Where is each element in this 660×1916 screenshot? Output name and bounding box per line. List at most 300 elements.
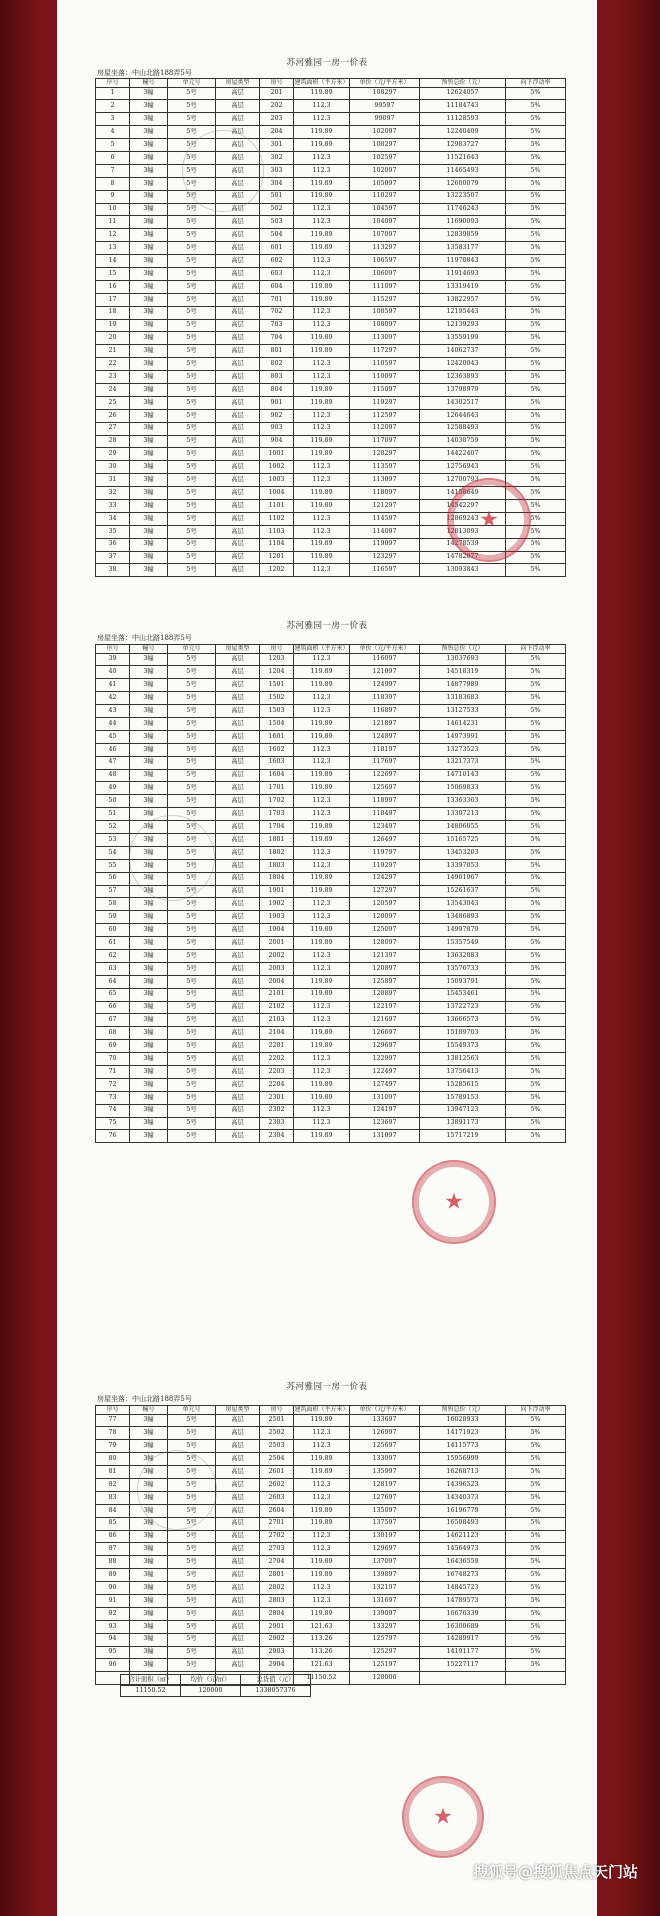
- table-cell: 1604: [260, 769, 294, 782]
- table-cell: 113297: [350, 242, 420, 255]
- column-header: 向下浮动率: [506, 645, 566, 654]
- table-cell: 5号: [168, 564, 216, 577]
- table-row: [96, 87, 566, 100]
- table-cell: 高层: [216, 1517, 260, 1530]
- table-cell: 2: [96, 100, 130, 113]
- table-row: [96, 177, 566, 190]
- table-cell: 3幢: [130, 1078, 168, 1091]
- table-row: [96, 679, 566, 692]
- table-cell: 3幢: [130, 692, 168, 705]
- table-cell: 502: [260, 203, 294, 216]
- sheet-title: 苏河雅园一房一价表: [286, 621, 368, 631]
- column-header: 房屋类型: [216, 1406, 260, 1415]
- table-cell: 2104: [260, 1027, 294, 1040]
- table-cell: 3幢: [130, 422, 168, 435]
- table-cell: 901: [260, 396, 294, 409]
- table-cell: 14542297: [420, 500, 506, 513]
- table-cell: 5号: [168, 679, 216, 692]
- table-cell: 13223507: [420, 190, 506, 203]
- table-cell: 25: [96, 396, 130, 409]
- table-cell: 15189703: [420, 1027, 506, 1040]
- table-cell: 高层: [216, 1569, 260, 1582]
- table-cell: 2801: [260, 1569, 294, 1582]
- table-cell: 高层: [216, 538, 260, 551]
- table-row: [96, 435, 566, 448]
- table-cell: 5%: [506, 743, 566, 756]
- table-cell: 5号: [168, 216, 216, 229]
- table-cell: 5%: [506, 1130, 566, 1143]
- table-cell: 14789573: [420, 1594, 506, 1607]
- table-cell: 高层: [216, 833, 260, 846]
- table-cell: 5号: [168, 1607, 216, 1620]
- table-cell: 3幢: [130, 846, 168, 859]
- column-header: 序号: [96, 1406, 130, 1415]
- table-cell: 89: [96, 1569, 130, 1582]
- table-cell: 133297: [350, 1620, 420, 1633]
- column-header: 幢号: [130, 1406, 168, 1415]
- table-cell: 112.3: [294, 358, 350, 371]
- table-cell: 12420043: [420, 358, 506, 371]
- table-row: [96, 564, 566, 577]
- table-cell: 1603: [260, 756, 294, 769]
- table-cell: 5号: [168, 190, 216, 203]
- table-cell: 5%: [506, 190, 566, 203]
- table-cell: 204: [260, 126, 294, 139]
- table-cell: 121697: [350, 1014, 420, 1027]
- table-cell: 108597: [350, 306, 420, 319]
- table-cell: 119.89: [294, 293, 350, 306]
- table-cell: 95: [96, 1646, 130, 1659]
- table-cell: 5%: [506, 409, 566, 422]
- table-cell: 13812563: [420, 1053, 506, 1066]
- table-cell: 112.3: [294, 371, 350, 384]
- table-cell: 18: [96, 306, 130, 319]
- table-cell: 121.63: [294, 1620, 350, 1633]
- sheet-title: 苏河雅园一房一价表: [286, 58, 368, 68]
- table-cell: 116597: [350, 564, 420, 577]
- table-cell: 4: [96, 126, 130, 139]
- table-cell: 124197: [350, 1104, 420, 1117]
- table-cell: 27: [96, 422, 130, 435]
- table-cell: 高层: [216, 1414, 260, 1427]
- table-cell: 117297: [350, 345, 420, 358]
- table-cell: 5%: [506, 1078, 566, 1091]
- table-cell: 高层: [216, 1040, 260, 1053]
- table-cell: 112.3: [294, 512, 350, 525]
- table-cell: 5号: [168, 1594, 216, 1607]
- table-cell: 14710143: [420, 769, 506, 782]
- table-cell: 119.89: [294, 1027, 350, 1040]
- table-cell: 高层: [216, 1130, 260, 1143]
- table-cell: 14782077: [420, 551, 506, 564]
- table-cell: 高层: [216, 1478, 260, 1491]
- table-cell: 31: [96, 474, 130, 487]
- table-cell: 119.89: [294, 717, 350, 730]
- table-cell: 14396523: [420, 1478, 506, 1491]
- table-cell: 112.3: [294, 795, 350, 808]
- table-cell: 2604: [260, 1504, 294, 1517]
- table-row: [96, 692, 566, 705]
- table-cell: 63: [96, 962, 130, 975]
- table-cell: 703: [260, 319, 294, 332]
- table-cell: 3幢: [130, 1427, 168, 1440]
- table-cell: 5%: [506, 332, 566, 345]
- total-cell: [506, 1672, 566, 1685]
- table-cell: 5号: [168, 1427, 216, 1440]
- column-header: 房号: [260, 79, 294, 88]
- table-cell: 119.89: [294, 448, 350, 461]
- table-cell: 12700793: [420, 474, 506, 487]
- table-cell: 5号: [168, 551, 216, 564]
- table-cell: 17: [96, 293, 130, 306]
- table-cell: 2601: [260, 1466, 294, 1479]
- table-cell: 5号: [168, 1543, 216, 1556]
- table-cell: 131097: [350, 1130, 420, 1143]
- table-cell: 高层: [216, 1104, 260, 1117]
- table-cell: 5: [96, 139, 130, 152]
- table-cell: 119.89: [294, 924, 350, 937]
- table-cell: 3幢: [130, 151, 168, 164]
- table-cell: 112.3: [294, 1053, 350, 1066]
- table-cell: 2602: [260, 1478, 294, 1491]
- table-cell: 13891173: [420, 1117, 506, 1130]
- address-line: 房屋坐落：中山北路188弄5号: [97, 1395, 192, 1403]
- table-cell: 高层: [216, 255, 260, 268]
- table-cell: 12240409: [420, 126, 506, 139]
- table-cell: 3幢: [130, 255, 168, 268]
- table-cell: 119.89: [294, 1130, 350, 1143]
- table-cell: 14564973: [420, 1543, 506, 1556]
- table-cell: 高层: [216, 1066, 260, 1079]
- table-cell: 5%: [506, 487, 566, 500]
- table-cell: 123497: [350, 821, 420, 834]
- table-cell: 132197: [350, 1582, 420, 1595]
- table-cell: 3幢: [130, 1117, 168, 1130]
- table-cell: 5%: [506, 846, 566, 859]
- table-row: [96, 358, 566, 371]
- table-cell: 5%: [506, 1556, 566, 1569]
- table-cell: 13632883: [420, 949, 506, 962]
- table-cell: 119.89: [294, 538, 350, 551]
- table-cell: 15285615: [420, 1078, 506, 1091]
- table-cell: 112.3: [294, 1104, 350, 1117]
- table-cell: 11465493: [420, 164, 506, 177]
- table-cell: 14115773: [420, 1440, 506, 1453]
- table-row: [96, 1582, 566, 1595]
- table-cell: 24: [96, 383, 130, 396]
- table-cell: 5%: [506, 1053, 566, 1066]
- table-cell: 119.89: [294, 1466, 350, 1479]
- table-cell: 高层: [216, 358, 260, 371]
- table-cell: 701: [260, 293, 294, 306]
- table-cell: 3幢: [130, 435, 168, 448]
- table-cell: 112.3: [294, 100, 350, 113]
- table-cell: 3幢: [130, 306, 168, 319]
- table-cell: 3幢: [130, 730, 168, 743]
- table-cell: 3幢: [130, 1491, 168, 1504]
- table-row: [96, 782, 566, 795]
- table-cell: 602: [260, 255, 294, 268]
- table-cell: 1602: [260, 743, 294, 756]
- table-cell: 12869243: [420, 512, 506, 525]
- table-cell: 84: [96, 1504, 130, 1517]
- table-cell: 112.3: [294, 267, 350, 280]
- table-cell: 5号: [168, 383, 216, 396]
- table-cell: 119.89: [294, 1078, 350, 1091]
- table-cell: 5号: [168, 396, 216, 409]
- table-cell: 35: [96, 525, 130, 538]
- table-cell: 14289917: [420, 1633, 506, 1646]
- table-cell: 96: [96, 1659, 130, 1672]
- table-cell: 16508493: [420, 1517, 506, 1530]
- table-cell: 3幢: [130, 229, 168, 242]
- table-cell: 15789153: [420, 1091, 506, 1104]
- table-row: [96, 1078, 566, 1091]
- table-cell: 3幢: [130, 1478, 168, 1491]
- table-cell: 112.3: [294, 808, 350, 821]
- table-cell: 5%: [506, 538, 566, 551]
- table-cell: 119.89: [294, 229, 350, 242]
- table-cell: 119097: [350, 538, 420, 551]
- table-cell: 112597: [350, 409, 420, 422]
- table-cell: 5%: [506, 280, 566, 293]
- column-header: 房号: [260, 1406, 294, 1415]
- table-cell: 高层: [216, 371, 260, 384]
- table-cell: 高层: [216, 190, 260, 203]
- table-cell: 21: [96, 345, 130, 358]
- table-cell: 71: [96, 1066, 130, 1079]
- table-cell: 5号: [168, 113, 216, 126]
- table-cell: 119.89: [294, 280, 350, 293]
- table-cell: 16: [96, 280, 130, 293]
- table-cell: 120297: [350, 448, 420, 461]
- source-watermark: 搜狐号@搜狐焦点天门站: [472, 1863, 638, 1881]
- table-cell: 1904: [260, 924, 294, 937]
- table-cell: 高层: [216, 717, 260, 730]
- table-cell: 高层: [216, 396, 260, 409]
- table-row: [96, 949, 566, 962]
- table-cell: 2603: [260, 1491, 294, 1504]
- table-cell: 112.3: [294, 319, 350, 332]
- table-cell: 1204: [260, 666, 294, 679]
- table-cell: 高层: [216, 474, 260, 487]
- table-cell: 112.3: [294, 525, 350, 538]
- table-cell: 3幢: [130, 538, 168, 551]
- table-cell: 15093791: [420, 975, 506, 988]
- column-header: 房屋类型: [216, 645, 260, 654]
- table-cell: 2203: [260, 1066, 294, 1079]
- table-cell: 108097: [350, 319, 420, 332]
- table-cell: 14038759: [420, 435, 506, 448]
- table-cell: 94: [96, 1633, 130, 1646]
- table-cell: 119297: [350, 859, 420, 872]
- price-table-3: [95, 1405, 566, 1685]
- table-row: [96, 1569, 566, 1582]
- table-cell: 1802: [260, 846, 294, 859]
- table-cell: 5%: [506, 293, 566, 306]
- table-cell: 高层: [216, 512, 260, 525]
- table-cell: 107097: [350, 229, 420, 242]
- table-cell: 904: [260, 435, 294, 448]
- table-cell: 5%: [506, 937, 566, 950]
- table-cell: 5号: [168, 435, 216, 448]
- table-cell: 高层: [216, 808, 260, 821]
- table-cell: 1601: [260, 730, 294, 743]
- table-cell: 115297: [350, 293, 420, 306]
- table-cell: 5%: [506, 113, 566, 126]
- table-cell: 603: [260, 267, 294, 280]
- column-header: 预售总价（元）: [420, 79, 506, 88]
- table-cell: 1704: [260, 821, 294, 834]
- table-row: [96, 975, 566, 988]
- table-cell: 3幢: [130, 705, 168, 718]
- table-cell: 3幢: [130, 319, 168, 332]
- table-cell: 45: [96, 730, 130, 743]
- table-cell: 5%: [506, 203, 566, 216]
- table-cell: 91: [96, 1594, 130, 1607]
- table-cell: 14422407: [420, 448, 506, 461]
- table-cell: 50: [96, 795, 130, 808]
- table-cell: 128097: [350, 937, 420, 950]
- table-cell: 129697: [350, 1040, 420, 1053]
- table-cell: 13319419: [420, 280, 506, 293]
- table-cell: 5%: [506, 679, 566, 692]
- table-cell: 5号: [168, 1633, 216, 1646]
- table-cell: 13559199: [420, 332, 506, 345]
- table-cell: 3幢: [130, 474, 168, 487]
- table-cell: 1502: [260, 692, 294, 705]
- table-cell: 高层: [216, 885, 260, 898]
- table-cell: 高层: [216, 782, 260, 795]
- table-row: [96, 1556, 566, 1569]
- table-cell: 3幢: [130, 512, 168, 525]
- table-cell: 102097: [350, 126, 420, 139]
- table-cell: 13543043: [420, 898, 506, 911]
- table-row: [96, 229, 566, 242]
- table-cell: 高层: [216, 203, 260, 216]
- table-row: [96, 1620, 566, 1633]
- table-cell: 13583177: [420, 242, 506, 255]
- table-cell: 62: [96, 949, 130, 962]
- table-cell: 42: [96, 692, 130, 705]
- table-cell: 3幢: [130, 679, 168, 692]
- table-cell: 119.89: [294, 1569, 350, 1582]
- table-cell: 1803: [260, 859, 294, 872]
- table-cell: 1: [96, 87, 130, 100]
- table-cell: 2101: [260, 988, 294, 1001]
- table-cell: 119.89: [294, 1414, 350, 1427]
- table-cell: 5号: [168, 1478, 216, 1491]
- table-cell: 5%: [506, 1659, 566, 1672]
- table-cell: 5%: [506, 1014, 566, 1027]
- table-cell: 2102: [260, 1001, 294, 1014]
- table-cell: 5号: [168, 87, 216, 100]
- summary-area-label: 合计面积（㎡）: [121, 1675, 181, 1686]
- table-cell: 高层: [216, 383, 260, 396]
- column-header: 向下浮动率: [506, 1406, 566, 1415]
- table-cell: 高层: [216, 487, 260, 500]
- column-header: 幢号: [130, 645, 168, 654]
- table-cell: 5号: [168, 139, 216, 152]
- table-cell: 30: [96, 461, 130, 474]
- table-cell: 1102: [260, 512, 294, 525]
- table-cell: 3幢: [130, 1453, 168, 1466]
- table-cell: 5%: [506, 949, 566, 962]
- table-cell: 5号: [168, 846, 216, 859]
- table-cell: 3幢: [130, 177, 168, 190]
- summary-total-label: 总货值（元）: [241, 1675, 311, 1686]
- table-cell: 5号: [168, 717, 216, 730]
- table-cell: 14302517: [420, 396, 506, 409]
- table-cell: 高层: [216, 1607, 260, 1620]
- table-cell: 3幢: [130, 1543, 168, 1556]
- table-cell: 高层: [216, 872, 260, 885]
- table-cell: 2703: [260, 1543, 294, 1556]
- table-cell: 高层: [216, 756, 260, 769]
- table-cell: 5号: [168, 859, 216, 872]
- table-cell: 13576733: [420, 962, 506, 975]
- table-cell: 5号: [168, 872, 216, 885]
- table-row: [96, 255, 566, 268]
- table-cell: 112.3: [294, 1117, 350, 1130]
- table-cell: 503: [260, 216, 294, 229]
- table-cell: 3幢: [130, 242, 168, 255]
- table-cell: 5%: [506, 705, 566, 718]
- table-cell: 112.3: [294, 113, 350, 126]
- table-cell: 3幢: [130, 962, 168, 975]
- table-cell: 2301: [260, 1091, 294, 1104]
- table-cell: 5号: [168, 126, 216, 139]
- table-cell: 5%: [506, 1620, 566, 1633]
- table-cell: 5%: [506, 1517, 566, 1530]
- table-cell: 5号: [168, 1530, 216, 1543]
- table-cell: 3幢: [130, 1466, 168, 1479]
- table-cell: 3幢: [130, 808, 168, 821]
- table-cell: 5%: [506, 1453, 566, 1466]
- table-cell: 高层: [216, 1078, 260, 1091]
- table-cell: 5%: [506, 242, 566, 255]
- table-row: [96, 319, 566, 332]
- table-cell: 119.89: [294, 988, 350, 1001]
- table-cell: 5号: [168, 898, 216, 911]
- table-cell: 高层: [216, 293, 260, 306]
- table-row: [96, 126, 566, 139]
- table-cell: 11521643: [420, 151, 506, 164]
- table-cell: 5%: [506, 1594, 566, 1607]
- table-row: [96, 267, 566, 280]
- table-cell: 11970843: [420, 255, 506, 268]
- table-cell: 3幢: [130, 190, 168, 203]
- table-cell: 76: [96, 1130, 130, 1143]
- table-cell: 15717219: [420, 1130, 506, 1143]
- table-cell: 139897: [350, 1569, 420, 1582]
- table-cell: 3幢: [130, 216, 168, 229]
- table-cell: 高层: [216, 1091, 260, 1104]
- table-cell: 11128593: [420, 113, 506, 126]
- table-cell: 119.89: [294, 139, 350, 152]
- table-cell: 112.3: [294, 216, 350, 229]
- table-cell: 803: [260, 371, 294, 384]
- table-cell: 高层: [216, 949, 260, 962]
- table-cell: 119.89: [294, 1607, 350, 1620]
- official-seal: [447, 478, 531, 562]
- table-cell: 14518319: [420, 666, 506, 679]
- table-cell: 5%: [506, 911, 566, 924]
- table-cell: 112.3: [294, 1530, 350, 1543]
- column-header: 单价（元/平方米）: [350, 645, 420, 654]
- table-cell: 高层: [216, 679, 260, 692]
- table-cell: 801: [260, 345, 294, 358]
